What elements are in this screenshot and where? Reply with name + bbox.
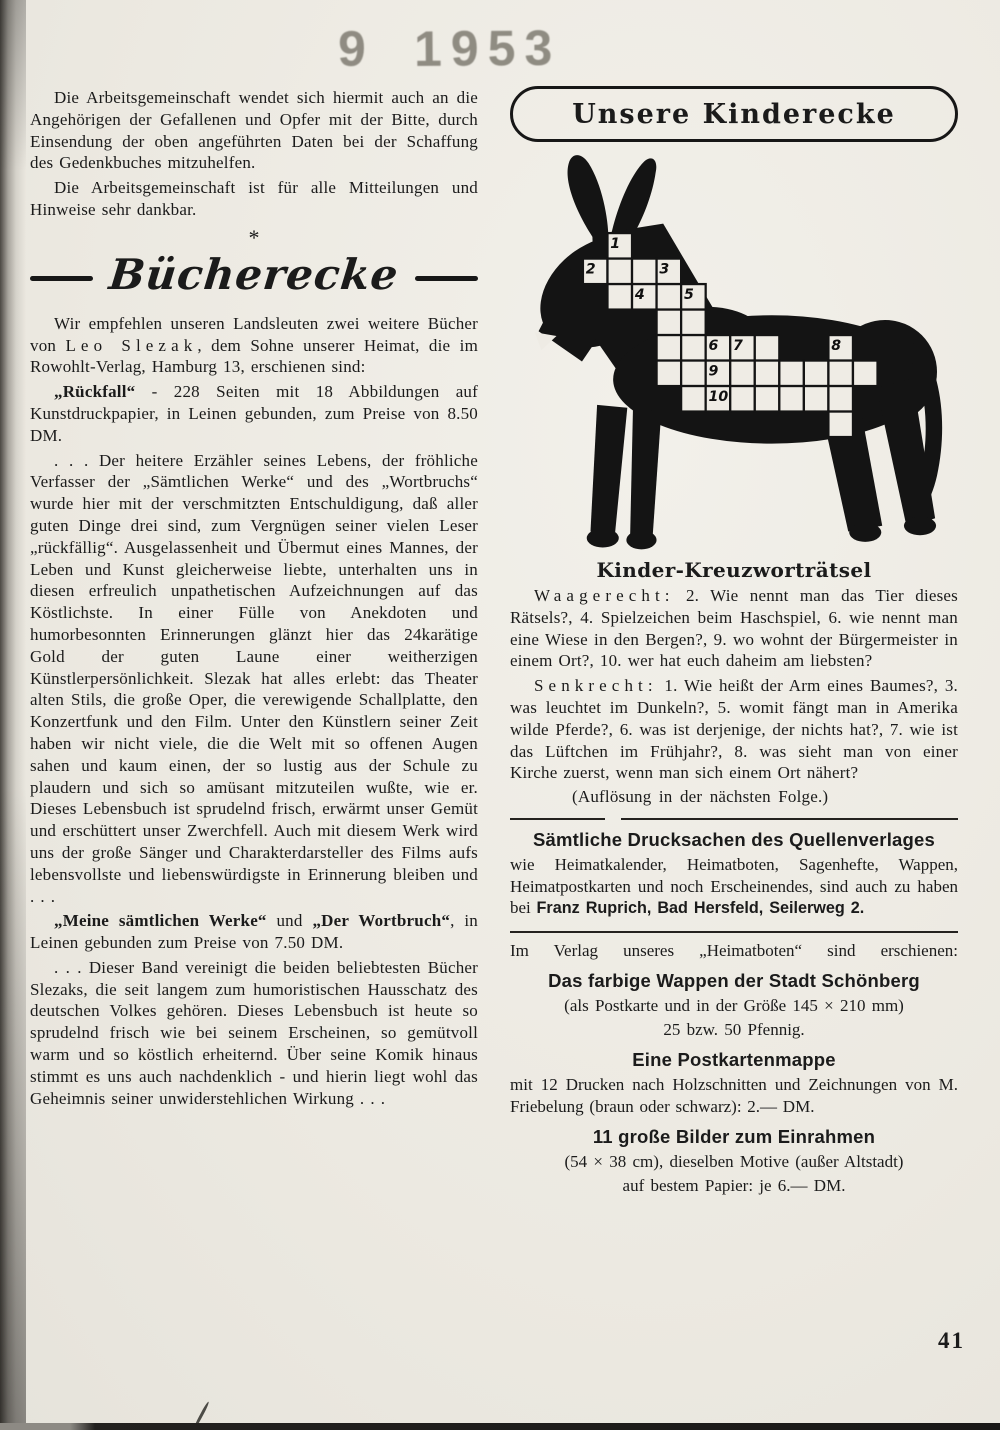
svg-text:3: 3 bbox=[659, 261, 670, 278]
section-title: Bücherecke bbox=[107, 250, 402, 300]
kinderecke-header-box bbox=[510, 86, 958, 142]
heading-rule-left bbox=[30, 276, 93, 281]
donkey-crossword-illustration bbox=[510, 150, 958, 556]
heading-rule-right bbox=[415, 276, 478, 281]
clues-senkrecht: Senkrecht: 1. Wie heißt der Arm eines Baumes?, 3. was leuchtet im Dunkeln?, 5. womit fängt man in Amerika wilde Pferde?, 6. was ist derjenige, der nichts hat?, 7. wie ist das Lüftchen im Frühjahr?, 8. was sieht man von einer Kirche zuerst, wenn man sich einem Ort nähert? bbox=[510, 676, 958, 783]
svg-text:7: 7 bbox=[733, 338, 743, 355]
svg-text:4: 4 bbox=[634, 287, 645, 304]
paragraph-gedenkbuch-1: Die Arbeitsgemeinschaft wendet sich hiermit auch an die Angehörigen der Gefallenen und Opfer mit der Bitte, durch Einsendung der oben angeführten Daten bei der Schaffung des Gedenkbuches mitzuhelfen. bbox=[30, 88, 478, 173]
stamp-issue-number: 9 bbox=[337, 20, 367, 77]
book-spine-shadow bbox=[0, 0, 26, 1430]
paragraph-intro: Wir empfehlen unseren Landsleuten zwei weitere Bücher von Leo Slezak, dem Sohne unserer Heimat, die im Rowohlt-Verlag, Hamburg 13, erschienen sind: bbox=[30, 313, 478, 377]
right-column bbox=[510, 86, 958, 1197]
paragraph-gedenkbuch-2: Die Arbeitsgemeinschaft ist für alle Mitteilungen und Hinweise sehr dankbar. bbox=[30, 178, 478, 219]
ad-wappen-line2: 25 bzw. 50 Pfennig. bbox=[663, 1019, 805, 1039]
svg-text:10: 10 bbox=[708, 389, 729, 406]
svg-text:6: 6 bbox=[708, 338, 719, 355]
clues-waagerecht: Waagerecht: 2. Wie nennt man das Tier dieses Rätsels?, 4. Spielzeichen beim Haschspiel, 6. wie nennt man eine Wiese in den Bergen?, 9. wo wohnt der Bürgermeister in einem Ort?, 10. wer hat euch daheim am liebsten? bbox=[510, 586, 958, 671]
ad-heading-bilder: 11 große Bilder zum Einrahmen bbox=[592, 1126, 876, 1148]
divider-rule-full bbox=[510, 931, 958, 933]
verlag-line: Im Verlag unseres „Heimatboten“ sind erschienen: bbox=[510, 940, 958, 960]
rule-segment-left bbox=[510, 818, 605, 820]
paragraph-werke: „Meine sämtlichen Werke“ und „Der Wortbruch“, in Leinen gebunden zum Preise von 7.50 DM. bbox=[30, 911, 478, 953]
ad-bilder-line2: auf bestem Papier: je 6.— DM. bbox=[622, 1175, 846, 1195]
svg-text:8: 8 bbox=[831, 338, 842, 355]
ad-body-postkartenmappe: mit 12 Drucken nach Holzschnitten und Zeichnungen von M. Friebelung (braun oder schwarz): 2.— DM. bbox=[510, 1075, 958, 1116]
left-column bbox=[30, 84, 478, 1109]
scan-bottom-edge bbox=[0, 1423, 1000, 1430]
stamp-year: 1953 bbox=[413, 19, 562, 77]
ad-wappen-line1: (als Postkarte und in der Größe 145 × 210 mm) bbox=[564, 995, 904, 1015]
kinderecke-title: Unsere Kinderecke bbox=[572, 98, 896, 130]
svg-text:1: 1 bbox=[610, 236, 621, 253]
ad-heading-wappen: Das farbige Wappen der Stadt Schönberg bbox=[548, 969, 920, 991]
star-separator: * bbox=[248, 224, 260, 250]
svg-text:9: 9 bbox=[708, 363, 719, 380]
date-stamp bbox=[338, 16, 562, 78]
ad-body-quellenverlag: wie Heimatkalender, Heimatboten, Sagenhefte, Wappen, Heimatpostkarten und noch Erscheinendes, sind auch zu haben bei Franz Ruprich, Bad Hersfeld, Seilerweg 2. bbox=[510, 855, 958, 918]
paragraph-review-2: . . . Dieser Band vereinigt die beiden beliebtesten Bücher Slezaks, die seit langem zum humoristischen Hausschatz des deutschen Volkes gehören. Dieses Lebensbuch ist heute so sprudelnd frisch wie bei seinem Erscheinen, so gemütvoll warm und so köstlich erheiternd. Über seine Komik hinaus stimmt es uns auch nachdenklich - und hierin liegt wohl das Geheimnis seiner unwiderstehlichen Wirkung . . . bbox=[30, 957, 478, 1108]
solution-note: (Auflösung in der nächsten Folge.) bbox=[572, 787, 829, 807]
paragraph-rueckfall: „Rückfall“ - 228 Seiten mit 18 Abbildungen auf Kunstdruckpapier, in Leinen gebunden, zum Preise von 8.50 DM. bbox=[30, 382, 478, 445]
svg-text:2: 2 bbox=[585, 261, 596, 278]
ad-bilder-line1: (54 × 38 cm), dieselben Motive (außer Altstadt) bbox=[564, 1152, 904, 1172]
divider-rule-split bbox=[510, 818, 958, 820]
ad-heading-postkartenmappe: Eine Postkartenmappe bbox=[632, 1049, 836, 1071]
puzzle-caption: Kinder-Kreuzworträtsel bbox=[596, 558, 872, 582]
buecherecke-heading bbox=[30, 250, 478, 305]
paragraph-review-1: . . . Der heitere Erzähler seines Lebens, der fröhliche Verfasser der „Sämtlichen Werke“ und des „Wortbruchs“ wurde hier mit der verschmitzten Entschuldigung, daß aller guten Dinge drei sind, zum Vergnügen seiner vielen Leser „rückfällig“. Ausgelassenheit und Übermut eines Mannes, der Leben und Kunst gleicherweise liebte, unterhalten uns in diesen erfreulich unpathetischen Aufzeichnungen auf das Köstlichste. In einer Fülle von Anekdoten und humorbesonnten Erinnerungen glänzt hier das 24karätige Gold der guten Laune einer weitherzigen Künstlerpersönlichkeit. Slezak hat alles erlebt: das Theater alten Stils, die große Oper, die verewigende Schallplatte, den Konzertfunk und den Film. Unter den Künstlern seiner Zeit haben wir nicht viele, die die Welt mit so offenen Augen sahen und kaum einen, der so lustig aus der Schule zu plaudern und sich so amüsant mitzuteilen wußte, wie er. Dieses Lebensbuch ist sprudelnd frisch, erwärmt unser Gemüt und erschüttert unser Zwerchfell. Auch mit diesem Werk wird uns der große Sänger und Charakterdarsteller des Films aufs lebensvollste und liebenswürdigste in Erinnerung bleiben und . . . bbox=[30, 450, 478, 906]
rule-segment-right bbox=[621, 818, 958, 820]
svg-text:5: 5 bbox=[683, 287, 694, 304]
page-number: 41 bbox=[938, 1328, 965, 1353]
ad-heading-quellenverlag: Sämtliche Drucksachen des Quellenverlages bbox=[532, 829, 936, 851]
